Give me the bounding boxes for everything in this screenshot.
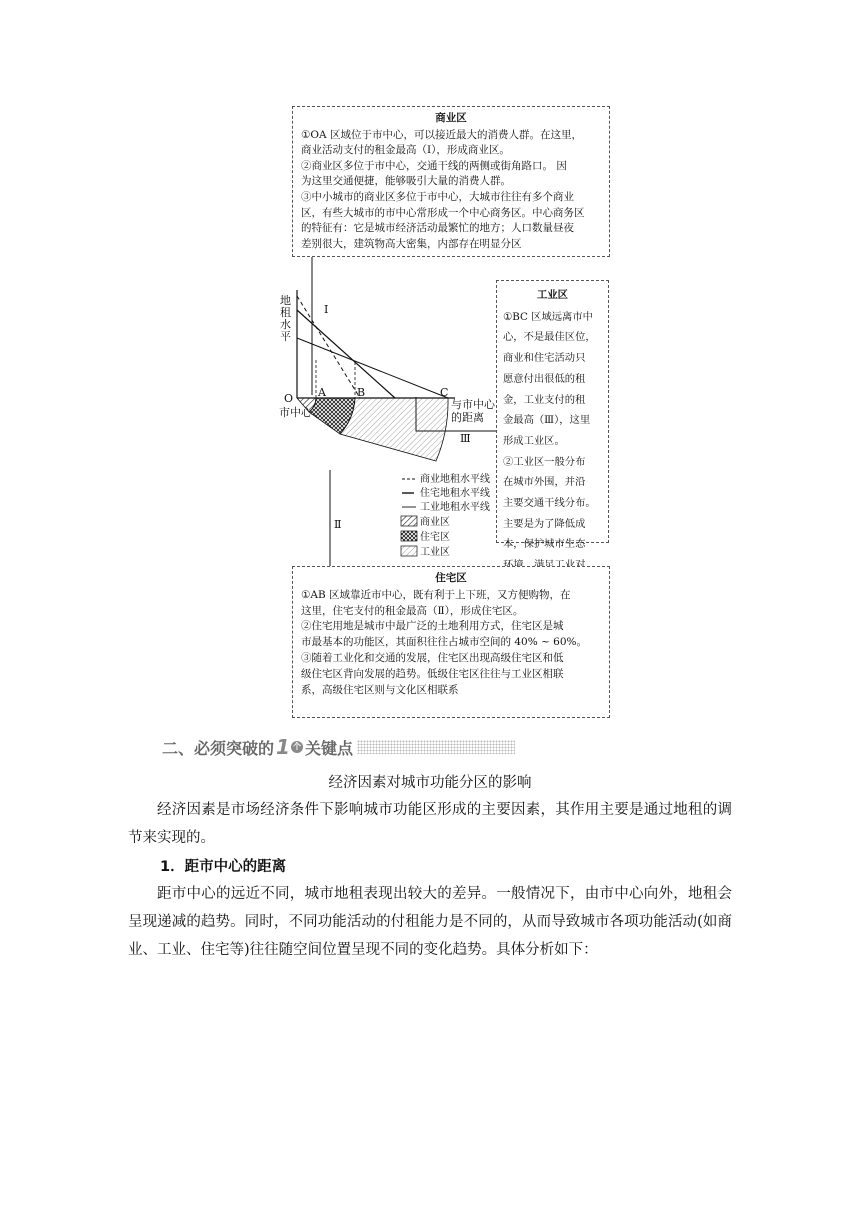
section-badge: 个 — [292, 742, 301, 751]
section-prefix: 二、必须突破的 — [162, 738, 275, 758]
industrial-box-title: 工业区 — [537, 289, 568, 301]
roman-iii-label: Ⅲ — [460, 432, 471, 445]
residential-box-line: 这里，住宅支付的租金最高（Ⅱ），形成住宅区。 — [301, 604, 524, 617]
legend-commercial-area: 商业区 — [420, 517, 450, 528]
section-suffix: 关键点 — [304, 738, 353, 758]
x-axis-label: 与市中心 — [451, 398, 495, 411]
industrial-box-line: 愿意付出很低的租 — [503, 372, 586, 385]
legend-industrial-line: 工业地租水平线 — [420, 502, 490, 513]
residential-box-line: ③随着工业化和交通的发展，住宅区出现高级住宅区和低 — [301, 651, 564, 664]
paragraph-2: 距市中心的远近不同，城市地租表现出较大的差异。一般情况下，由市中心向外，地租会呈现递减的趋势。同时，不同功能活动的付租能力是不同的，从而导致城市各项功能活动(如商业、工业、住宅等)往往随空间位置呈现不同的变化趋势。具体分析如下： — [128, 886, 732, 958]
section-dots-decoration — [357, 740, 515, 754]
roman-i-label: Ⅰ — [324, 303, 329, 316]
commercial-box-line: ③中小城市的商业区多位于市中心，大城市往往有多个商业 — [301, 190, 574, 203]
section-number: 1 — [276, 735, 290, 759]
residential-box-line: ②住宅用地是城市中最广泛的土地利用方式，住宅区是城 — [301, 620, 564, 633]
industrial-box-line: ②工业区一般分布 — [503, 455, 586, 468]
commercial-box-line: 差别很大，建筑物高大密集，内部存在明显分区 — [301, 237, 522, 250]
roman-ii-label: Ⅱ — [334, 518, 342, 531]
commercial-box-line: 区，有些大城市的市中心常形成一个中心商务区。中心商务区 — [301, 206, 585, 219]
legend-residential-area: 住宅区 — [420, 532, 450, 543]
residential-box-line: ①AB 区域靠近市中心，既有利于上下班，又方便购物，在 — [301, 588, 571, 601]
commercial-box-title: 商业区 — [435, 112, 467, 124]
legend-industrial-area: 工业区 — [420, 547, 450, 558]
subheading: 1．距市中心的距离 — [160, 859, 287, 875]
content-heading: 经济因素对城市功能分区的影响 — [328, 775, 532, 791]
point-b-label: B — [357, 386, 366, 399]
legend — [401, 472, 490, 558]
legend-residential-line: 住宅地租水平线 — [420, 488, 490, 499]
legend-industrial-swatch — [401, 546, 417, 556]
commercial-box-line: 为这里交通便捷，能够吸引大量的消费人群。 — [301, 175, 511, 188]
commercial-rent-line — [297, 296, 360, 398]
origin-label: O — [284, 392, 294, 405]
commercial-box-line: 商业活动支付的租金最高（Ⅰ），形成商业区。 — [301, 144, 510, 157]
industrial-box-line: 形成工业区。 — [503, 434, 565, 447]
legend-commercial-swatch — [401, 516, 417, 526]
industrial-box-line: 商业和住宅活动只 — [503, 352, 586, 365]
origin-caption: 市中心 — [279, 406, 312, 419]
commercial-box-line: ②商业区多位于市中心，交通干线的两侧或街角路口。 因 — [301, 159, 567, 172]
legend-commercial-line: 商业地租水平线 — [420, 474, 490, 485]
residential-box-line: 市最基本的功能区，其面积往往占城市空间的 40% ~ 60%。 — [301, 636, 587, 649]
industrial-box-line: 心，不是最佳区位， — [503, 331, 596, 344]
point-c-label: C — [440, 386, 449, 399]
industrial-box-line: 主要是为了降低成 — [503, 517, 586, 530]
commercial-box-line: ①OA 区域位于市中心，可以接近最大的消费人群。在这里， — [301, 128, 582, 141]
legend-residential-swatch — [401, 531, 417, 541]
paragraph-1: 经济因素是市场经济条件下影响城市功能区形成的主要因素，其作用主要是通过地租的调节来实现的。 — [128, 802, 732, 846]
residential-box-title: 住宅区 — [435, 572, 467, 584]
commercial-box-line: 的特征有：它是城市经济活动最繁忙的地方；人口数量昼夜 — [301, 222, 574, 235]
y-axis-label: 地租水平 — [280, 294, 291, 343]
industrial-area — [340, 398, 448, 461]
residential-box-line: 级住宅区背向发展的趋势。低级住宅区往往与工业区相联 — [301, 667, 564, 680]
industrial-box-line: ①BC 区域远离市中 — [503, 310, 593, 323]
x-axis-label-2: 的距离 — [451, 411, 484, 424]
industrial-box-line: 本，保护城市生态 — [503, 538, 586, 551]
industrial-box-line: 在城市外围，并沿 — [503, 476, 586, 489]
industrial-box-line: 金，工业支付的租 — [503, 393, 586, 406]
point-a-label: A — [318, 386, 326, 399]
industrial-box-line: 主要交通干线分布。 — [503, 497, 596, 510]
industrial-box-line: 金最高（Ⅲ），这里 — [503, 414, 591, 427]
residential-box-line: 系，高级住宅区则与文化区相联系 — [301, 683, 459, 696]
section-heading — [162, 736, 515, 758]
